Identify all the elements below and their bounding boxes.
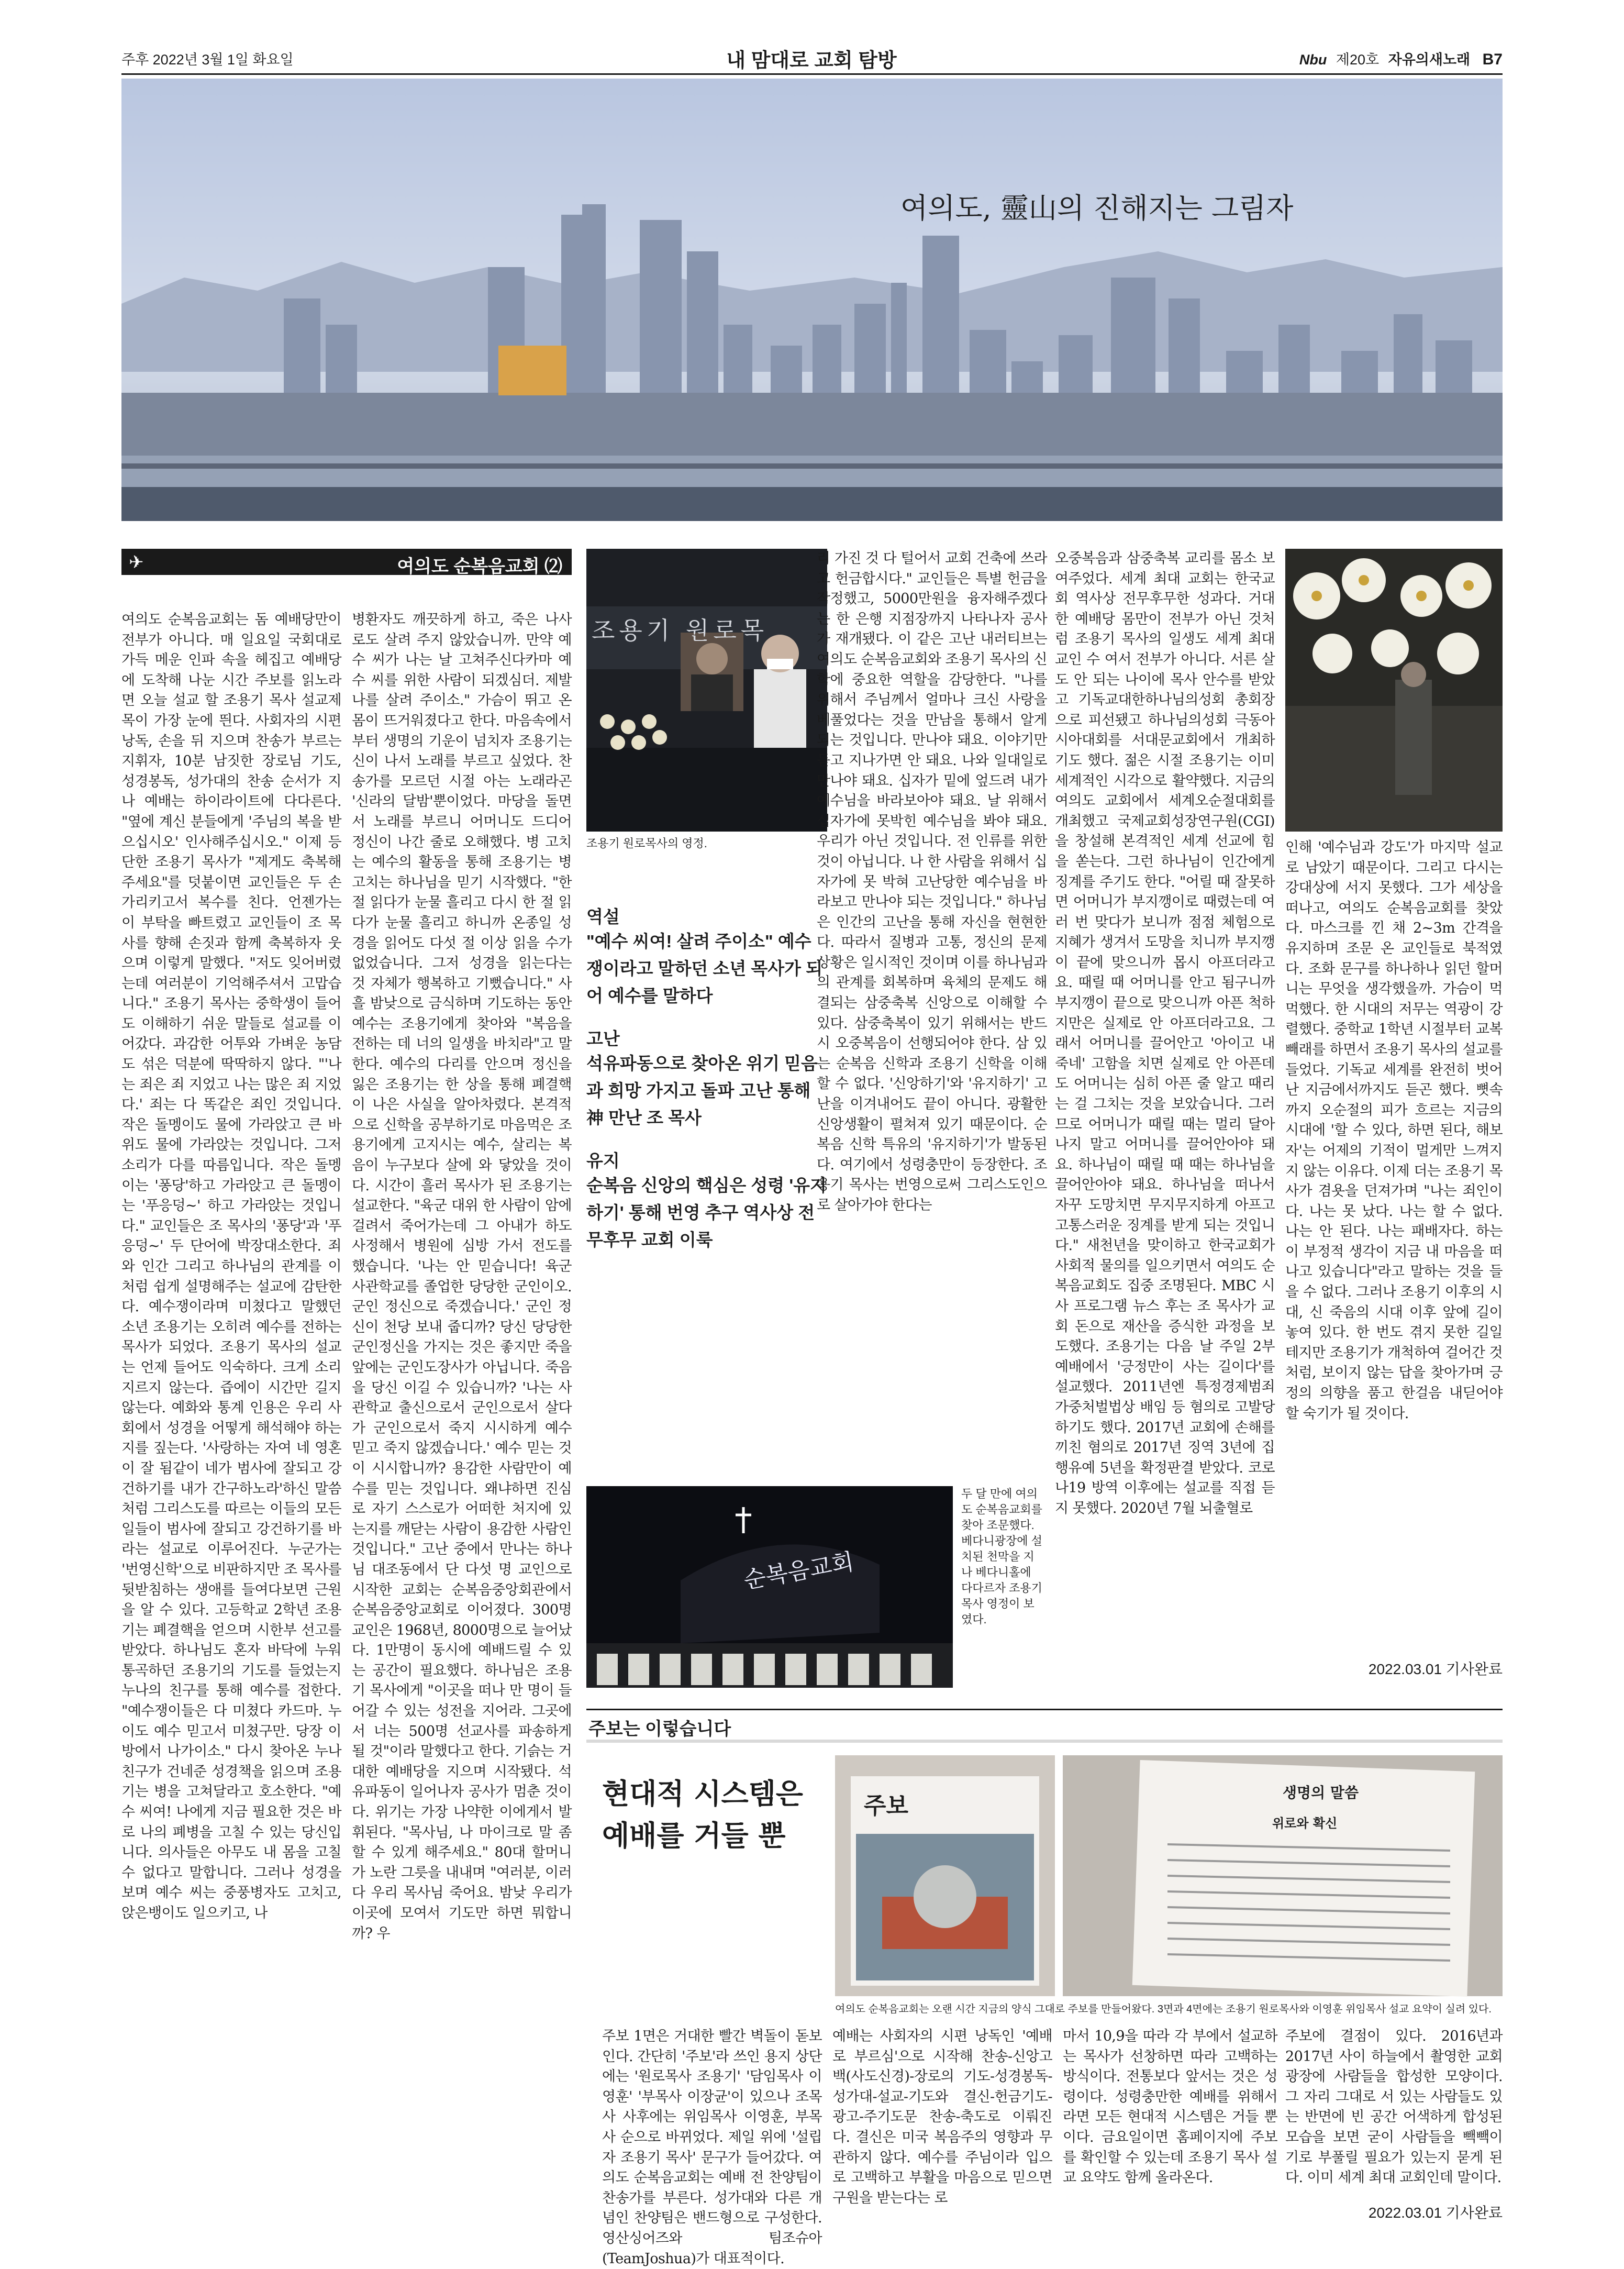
section2-underline — [586, 1740, 1503, 1743]
article-text: 주보에 결점이 있다. 2016년과 2017년 사이 하늘에서 촬영한 교회 광장에 사람들을 합성한 모양이다. 그 자리 그대로 서 있는 사람들도 있는 반면에 빈 공간 어색하게 합성된 모습을 보면 굳이 사람들을 빽빽이 기로 부풀릴 필요가 있는지 묻게 된다. 이미 세계 최대 교회인데 말이다. — [1285, 2028, 1503, 2186]
pullquote-text: 석유파동으로 찾아온 위기 믿음과 희망 가지고 돌파 고난 통해 神 만난 조 목사 — [586, 1054, 818, 1127]
section-bar-label: 여의도 순복음교회 ⑵ — [397, 557, 562, 577]
pullquote — [586, 903, 827, 1254]
bulletin-subheading: 위로와 확신 — [1272, 1816, 1338, 1831]
section2-rule — [586, 1709, 1503, 1710]
section2-column-3 — [1063, 2027, 1277, 2220]
article-column-5 — [1285, 838, 1503, 1650]
article-text: 마서 10,9을 따라 각 부에서 설교하는 목사가 선창하면 따라 고백하는 방식이다. 전통보다 앞서는 것은 성령이다. 성령충만한 예배를 위해서라면 모든 현대적 시스템은 거들 뿐이다. 금요일이면 홈페이지에 주보를 확인할 수 있는데 조용기 목사 설교 요약도 함께 올라온다. — [1063, 2028, 1277, 2186]
wreath-photo — [1285, 549, 1503, 832]
svg-text:순복음교회: 순복음교회 — [741, 1548, 856, 1595]
article-column-2 — [352, 610, 572, 2199]
pullquote-label: 유지 — [586, 1151, 620, 1170]
article-text: 인해 '예수님과 강도'가 마지막 설교로 남았기 때문이다. 그리고 다시는 강대상에 서지 못했다. 그가 세상을 떠나고, 여의도 순복음교회를 찾았다. 마스크를 낀 채 2~3m 간격을 유지하며 조문 온 교인들로 북적였다. 조화 문구를 하나하나 읽던 할머니는 무엇을 생각했을까. 가슴이 먹먹했다. 한 시대의 저무는 역광이 강렬했다. 중학교 1학년 시절부터 교복 빼래를 하면서 조용기 목사의 설교를 들었다. 기독교 세계를 완전히 벗어난 지금에서까지도 듣곤 했다. 뼛속까지 오순절의 피가 흐르는 지금의 시대에 '할 수 있다, 하면 된다, 해보자'는 어제의 기적이 멀게만 느껴지지 않는 이유다. 이제 더는 조용기 목사가 겸욧을 던져가며 "나는 죄인이다. 나는 못 났다. 나는 할 수 없다. 나는 안 된다. 나는 패배자다. 하는 이 부정적 생각이 지금 내 마음을 떠나고 있습니다"라고 말하는 것을 들을 수 없다. 그러나 조용기 이후의 시대, 신 죽음의 시대 이후 앞에 길이 놓여 있다. 한 번도 겪지 못한 길일 테지만 조용기가 개척하여 걸어간 것처럼, 보이지 않는 답을 찾아가며 긍정의 의향을 품고 한걸음 내딛어야 할 숙기가 될 것이다. — [1285, 839, 1503, 1422]
church-night-photo — [586, 1486, 953, 1688]
article-column-3 — [817, 549, 1047, 1481]
article-text: 오중복음과 삼중축복 교리를 몸소 보여주었다. 세계 최대 교회는 한국교회 역사상 전무후무한 성과다. 거대한 예배당 몸만이 전부가 아닌 것처럼 조용기 목사의 일생도 세계 최대 교인 수 여서 전부가 아니다. 서른 살도 안 되는 나이에 목사 안수를 받았고 기독교대한하나님의성회 총회장으로 피선됐고 하나님의성회 극동아시아대회를 서대문교회에서 개최하기도 했다. 젊은 시절 조용기는 이미 세계적인 시각으로 활약했다. 지금의 여의도 교회에서 세계오순절대회를 개최했고 국제교회성장연구원(CGI)을 창설해 본격적인 세계 선교에 힘을 쏟는다. 그런 하나님이 인간에게 징계를 주기도 한다. "어릴 때 잘못하면 어머니가 부지깽이로 때렸는데 여러 번 맞다가 보니까 점점 체험으로 지혜가 생겨서 도망을 치니까 부지깽이 끝에 맞으니까 몹시 아프더라고요. 때릴 때 어머니를 안고 됨구니까 부지깽이 끝으로 맞으니까 아픈 척하지만은 실제로 안 아프더라고요. 그래서 어머니를 끌어안고 '아이고 내 죽네' 고함을 치면 실제로 안 아픈데도 어머니는 심히 아픈 줄 알고 때리는 걸 그치는 것을 보았습니다. 그러므로 어머니가 때릴 때는 멀리 달아나지 말고 어머니를 끌어안아야 돼요. 하나님이 때릴 때 때는 하나님을 끌어안아야 돼요. 하나님을 떠나서 자꾸 도망치면 무지무지하게 아프고 고통스러운 징계를 받게 되는 것입니다." 새천년을 맞이하고 한국교회가 사회적 물의를 일으키면서 여의도 순복음교회도 집중 조명된다. MBC 시사 프로그램 뉴스 후는 조 목사가 교회 돈으로 재산을 증식한 과정을 보도했다. 조용기는 다음 날 주일 2부예배에서 '긍정만이 사는 길이다'를 설교했다. 2011년엔 특정경제범죄가중처벌법상 배임 등 혐의로 고발당하기도 했다. 2017년 교회에 손해를 끼친 혐의로 2017년 징역 3년에 집행유예 5년을 확정판결 받았다. 코로나19 방역 이후에는 설교를 직접 듣지 못했다. 2020년 7월 뇌출혈로 — [1055, 550, 1275, 1517]
article-text: 예배는 사회자의 시편 낭독인 '예배로 부르심'으로 시작해 찬송-신앙고백(사도신경)-장로의 기도-성경봉독-성가대-설교-기도와 결신-헌금기도-광고-주기도문 찬송-축도로 이뤄진다. 결신은 미국 복음주의 영향과 무관하지 않다. 예수를 주님이라 입으로 고백하고 부활을 마음으로 믿으면 구원을 받는다는 로 — [832, 2028, 1052, 2206]
article-dateline: 2022.03.01 기사완료 — [1368, 1661, 1503, 1677]
paper-name: 자유의새노래 — [1388, 52, 1471, 68]
pullquote-item — [586, 1147, 827, 1254]
article-column-1 — [121, 610, 341, 2199]
article-text: 리 가진 것 다 털어서 교회 건축에 쓰라고 헌금합시다." 교인들은 특별 헌금을 작정했고, 5000만원을 융자해주겠다는 한 은행 지점장까지 나타나자 공사가 재개됐다. 이 같은 고난 내러티브는 여의도 순복음교회와 조용기 목사의 신학에 중요한 역할을 감당한다. "나를 위해서 주님께서 얼마나 크신 사랑을 베풀었다는 것을 만남을 통해서 알게 되는 것입니다. 만나야 돼요. 이야기만 듣고 지나가면 안 돼요. 나와 일대일로 만나야 돼요. 십자가 밑에 엎드려 내가 예수님을 바라보아야 돼요. 날 위해서 십자가에 못박힌 예수님을 봐야 돼요. 우리가 아닌 것입니다. 전 인류를 위한 것이 아닙니다. 나 한 사람을 위해서 십자가에 못 박혀 고난당한 예수님을 바라보고 만나야 되는 것입니다." 하나님은 인간의 고난을 통해 자신을 현현한다. 따라서 질병과 고통, 정신의 문제 상황은 일시적인 것이며 이를 하나님과의 관계를 회복하며 육체의 문제도 해결되는 삼중축복 신앙으로 이해할 수 있다. 삼중축복이 있기 위해서는 반드시 오중복음이 선행되어야 한다. 삼 있는 순복음 신학과 조용기 신학을 이해할 수 없다. '신앙하기'와 '유지하기' 고난을 이겨내어도 끝이 아니다. 광활한 신앙생활이 펼쳐져 있기 때문이다. 순복음 신학 특유의 '유지하기'가 발동된다. 여기에서 성령충만이 등장한다. 조용기 목사는 번영으로써 그리스도인으로 살아가야 한다는 — [817, 550, 1047, 1213]
issue-number: 제20호 — [1336, 52, 1380, 68]
headline-line: 예배를 거들 뿐 — [602, 1819, 786, 1852]
header-date: 주후 2022년 3월 1일 화요일 — [121, 52, 294, 68]
hero-title: 여의도, 靈山의 진해지는 그림자 — [900, 192, 1294, 225]
section2-column-4 — [1285, 2027, 1503, 2199]
header-rule — [121, 73, 1503, 75]
hero-skyline-photo — [121, 79, 1503, 521]
page-number: B7 — [1482, 51, 1503, 68]
bulletin-caption: 여의도 순복음교회는 오랜 시간 지금의 양식 그대로 주보를 만들어왔다. 3면과 4면에는 조용기 원로목사와 이영훈 위임목사 설교 요약이 실려 있다. — [835, 2004, 1492, 2015]
photo-caption: 조용기 원로목사의 영정. — [586, 837, 707, 850]
memorial-photo — [586, 549, 827, 832]
pullquote-item — [586, 1025, 827, 1132]
photo-caption: 두 달 만에 여의도 순복음교회를 찾아 조문했다. 베다니광장에 설치된 천막을 지나 베다니홀에 다다르자 조용기 목사 영정이 보였다. — [961, 1487, 1042, 1626]
headline-line: 현대적 시스템은 — [602, 1777, 803, 1810]
pullquote-text: 순복음 신앙의 핵심은 성령 '유지하기' 통해 번영 추구 역사상 전무후무 교회 이룩 — [586, 1176, 827, 1249]
section2-column-1 — [602, 2027, 822, 2267]
article-text: 병환자도 깨끗하게 하고, 죽은 나사로도 살려 주지 않았습니까. 만약 예수 씨가 나는 날 고쳐주신다카마 예수 씨를 위한 사람이 되겠심더. 제발 나를 살려 주이소." 가슴이 뛰고 온 몸이 뜨거워졌다고 한다. 마음속에서부터 생명의 기운이 넘치자 조용기는 신이 나서 노래를 부르고 싶었다. 찬송가를 모르던 시절 아는 노래라곤 '신라의 달밤'뿐이었다. 마당을 돌면서 노래를 부르니 어머니도 드디어 정신이 나간 줄로 오해했다. 병 고치는 예수의 활동을 통해 조용기는 병 고치는 하나님을 믿기 시작했다. "한 절 읽다가 눈물 흘리고 다시 한 절 읽다가 눈물 흘리고 하니까 온종일 성경을 읽어도 다섯 절 이상 읽을 수가 없었습니다. 그저 성경을 읽는다는 것 자체가 행복하고 기뻤습니다." 사흘 밤낮으로 금식하며 기도하는 동안 예수는 조용기에게 찾아와 "복음을 전하는 데 너의 일생을 바치라"고 말한다. 예수의 다리를 안으며 정신을 잃은 조용기는 한 상을 통해 폐결핵이 나은 사실을 알아차렸다. 본격적으로 신학을 공부하기로 마음먹은 조용기에게 고지시는 예수, 살리는 복음이 누구보다 살에 와 닿았을 것이다. 시간이 흘러 목사가 된 조용기는 설교한다. "육군 대위 한 사람이 암에 걸려서 죽어가는데 그 아내가 하도 사정해서 병원에 심방 가서 전도를 했습니다. '나는 안 믿습니다! 육군 사관학교를 졸업한 당당한 군인이오. 군인 정신으로 죽겠습니다.' 군인 정신이 천당 보내 줍디까? 당신 당당한 군인정신을 가지는 것은 좋지만 죽을 앞에는 군인도장사가 아닙니다. 죽음을 당신 이길 수 있습니까? '나는 사관학교 출신으로서 군인으로서 살다가 군인으로서 죽지 시시하게 예수 믿고 죽지 않겠습니다.' 예수 믿는 것이 시시합니까? 용감한 사람만이 예수를 믿는 것입니다. 왜냐하면 진심로 자기 스스로가 어떠한 처지에 있는지를 깨닫는 사람이 용감한 사람인 것입니다." 고난 중에서 만나는 하나님 대조동에서 단 다섯 명 교인으로 시작한 교회는 순복음중앙회관에서 순복음중앙교회로 이어졌다. 300명 교인은 1968년, 8000명으로 늘어났다. 1만명이 동시에 예배드릴 수 있는 공간이 필요했다. 하나님은 조용기 목사에게 "이곳을 떠나 만 명이 들어갈 수 있는 성전을 지어라. 그곳에서 너는 500명 선교사를 파송하게 될 것"이라 말했다고 한다. 기슭는 거대한 예배당을 지으며 시작됐다. 석유파동이 일어나자 공사가 멈춘 것이다. 위기는 가장 나약한 이에게서 발휘된다. "목사님, 나 마이크로 말 좀 할 수 있게 해주세요." 80대 할머니가 노란 그릇을 내내며 "여러분, 이러다 우리 목사님 죽어요. 밤낮 우리가 이곳에 모여서 기도만 하면 뭐합니까? 우 — [352, 612, 572, 1942]
pullquote-label: 역설 — [586, 907, 620, 926]
pullquote-label: 고난 — [586, 1029, 620, 1048]
header-masthead — [1299, 48, 1503, 69]
airplane-icon: ✈ — [129, 552, 144, 573]
bulletin-heading: 생명의 말씀 — [1283, 1784, 1359, 1801]
bulletin-photo-right — [1063, 1755, 1503, 1996]
article-text: 주보 1면은 거대한 빨간 벽돌이 돋보인다. 간단히 '주보'라 쓰인 용지 상단에는 '원로목사 조용기' '담임목사 이영훈' '부목사 이장균'이 있으나 조목사 사후에는 위임목사 이영훈, 부목사 순으로 바뀌었다. 제일 위에 '설립자 조용기 목사' 문구가 들어갔다. 여의도 순복음교회는 예배 전 찬양팀이 찬송가를 부른다. 성가대와 다른 개념인 찬양팀은 밴드형으로 구성한다. 영산싱어즈와 팀조슈아(TeamJoshua)가 대표적이다. — [602, 2028, 822, 2267]
section-title: 내 맘대로 교회 탐방 — [726, 50, 897, 72]
pullquote-item — [586, 903, 827, 1010]
memorial-sign: 조용기 원로목 — [592, 616, 769, 645]
brand-logo: Nbu — [1299, 52, 1327, 68]
section2-dateline: 2022.03.01 기사완료 — [1368, 2205, 1503, 2221]
section2-column-2 — [832, 2027, 1052, 2220]
bulletin-cover-label: 주보 — [864, 1792, 909, 1819]
pullquote-text: "예수 씨여! 살려 주이소" 예수쟁이라고 말하던 소년 목사가 되어 예수를 말하다 — [586, 932, 823, 1005]
article-text: 여의도 순복음교회는 돔 예배당만이 전부가 아니다. 매 일요일 국회대로 가득 메운 인파 속을 헤집고 예배당에 도착해 나눈 시간 주보를 읽노라면 오늘 설교 할 조용기 목사 설교제목이 가장 눈에 띈다. 사회자의 시편 낭독, 손을 뒤 지으며 찬송가 부르는 지휘자, 10분 남짓한 장로님 기도, 성경봉독, 성가대의 찬송 순서가 지나 예배는 하이라이트에 다다른다. "옆에 계신 분들에게 '주님의 복을 받으십시오' 인사해주십시오." 이제 등단한 조용기 목사가 "제게도 축복해주세요"를 덧붙이면 교인들은 두 손 가리키고서 복수를 친다. 언젠가는 이 부탁을 빠트렸고 교인들이 조 목사를 향해 손짓과 함께 축복하자 웃으며 이렇게 말했다. "저도 잊어버렸는데 여러분이 기억해주셔서 고맙습니다." 조용기 목사는 중학생이 들어도 이해하기 쉬운 말들로 설교를 이어갔다. 과감한 어투와 가벼운 농담도 섞은 덕분에 딱딱하지 않다. "'나는 죄은 죄 지었고 나는 많은 죄 지었다.' 죄는 다 똑같은 죄인 것입니다. 작은 돌멩이도 물에 가라앉고 큰 바위도 물에 가라앉는 것입니다. 그저 소리가 다를 따름입니다. 작은 돌멩이는 '퐁당'하고 가라앉고 큰 돌멩이는 '푸응덩~' 하고 가라앉는 것입니다." 교인들은 조 목사의 '퐁당'과 '푸응덩~' 두 단어에 박장대소한다. 죄와 인간 그리고 하나님의 관계를 이처럼 쉽게 설명해주는 설교에 감탄한다. 예수쟁이라며 미쳤다고 말했던 소년 조용기는 오히려 예수를 전하는 목사가 되었다. 조용기 목사의 설교는 언제 들어도 익숙하다. 크게 소리 지르지 않는다. 즙에이 시간만 길지 않는다. 예화와 통계 인용은 우리 사회에서 성경을 어떻게 해석해야 하는지를 짚는다. '사랑하는 자여 네 영혼이 잘 됨같이 네가 범사에 잘되고 강건하기를 내가 간구하노라'하신 말씀처럼 그리스도를 따르는 이들의 모든 일들이 범사에 잘되고 강건하기를 바라는 설교로 이루어진다. 누군가는 '번영신학'으로 비판하지만 조 목사를 뒷받침하는 생애를 들여다보면 근원을 알 수 있다. 고등학교 2학년 조용기는 폐결핵을 얻으며 시한부 선고를 받았다. 하나님도 혼자 바닥에 누워 통곡하던 조용기의 기도를 들었는지 누나의 친구를 통해 예수를 접한다. "예수쟁이들은 다 미쳤다 카드마. 누이도 예수 믿고서 미쳤구만. 당장 이 방에서 나가이소." 다시 찾아온 누나 친구가 건네준 성경책을 읽으며 조용기는 병을 고쳐달라고 호소한다. "예수 씨여! 나에게 지금 필요한 것은 바로 나의 폐병을 고칠 수 있는 당신입니다. 의사들은 아무도 내 몸을 고칠 수 없다고 말합니다. 그러나 성경을 보며 예수 씨는 중풍병자도 고치고, 앉은뱅이도 일으키고, 나 — [121, 612, 341, 1921]
bulletin-photo-left — [835, 1755, 1055, 1996]
article-column-4 — [1055, 549, 1275, 1669]
section-bar — [121, 549, 572, 575]
section2-label: 주보는 이렇습니다 — [588, 1719, 731, 1739]
section2-headline — [602, 1773, 803, 1856]
